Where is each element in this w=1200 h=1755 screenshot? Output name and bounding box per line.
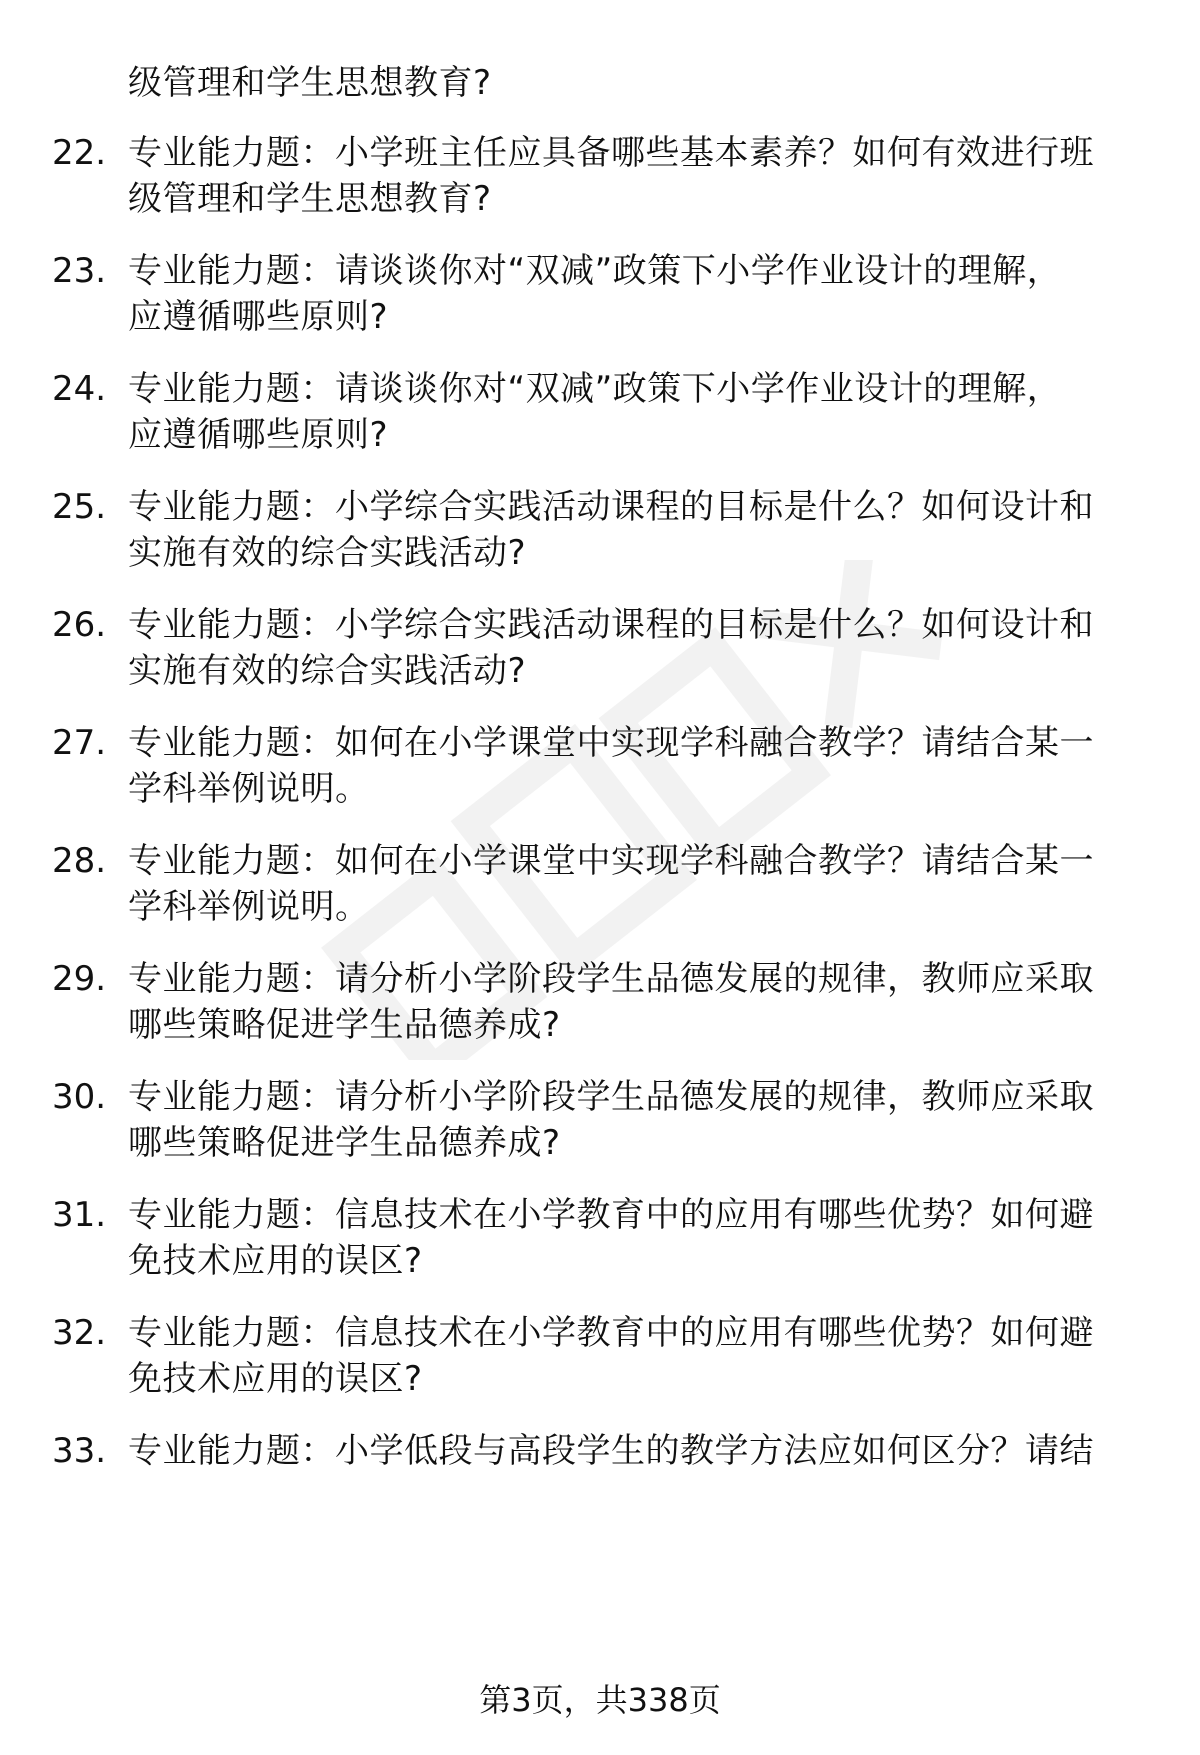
question-number: 33. bbox=[52, 1431, 107, 1471]
question-line: 专业能力题：请谈谈你对“双减”政策下小学作业设计的理解， bbox=[128, 251, 1062, 291]
question-number: 31. bbox=[52, 1195, 107, 1235]
question-line: 专业能力题：信息技术在小学教育中的应用有哪些优势？如何避 bbox=[128, 1313, 1094, 1353]
question-line: 学科举例说明。 bbox=[128, 887, 370, 927]
question-number: 32. bbox=[52, 1313, 107, 1353]
page-footer: 第3页，共338页 bbox=[479, 1681, 721, 1719]
question-number: 26. bbox=[52, 605, 107, 645]
question-line: 应遵循哪些原则? bbox=[128, 415, 389, 455]
question-line: 免技术应用的误区? bbox=[128, 1241, 423, 1281]
question-line: 专业能力题：请谈谈你对“双减”政策下小学作业设计的理解， bbox=[128, 369, 1062, 409]
question-number: 28. bbox=[52, 841, 107, 881]
question-line: 专业能力题：如何在小学课堂中实现学科融合教学？请结合某一 bbox=[128, 841, 1094, 881]
question-line: 专业能力题：请分析小学阶段学生品德发展的规律，教师应采取 bbox=[128, 959, 1094, 999]
question-line: 专业能力题：如何在小学课堂中实现学科融合教学？请结合某一 bbox=[128, 723, 1094, 763]
question-line: 专业能力题：小学低段与高段学生的教学方法应如何区分？请结 bbox=[128, 1431, 1094, 1471]
question-line: 学科举例说明。 bbox=[128, 769, 370, 809]
question-line: 应遵循哪些原则? bbox=[128, 297, 389, 337]
question-line: 专业能力题：小学综合实践活动课程的目标是什么？如何设计和 bbox=[128, 487, 1094, 527]
question-line: 实施有效的综合实践活动? bbox=[128, 651, 527, 691]
question-line: 专业能力题：信息技术在小学教育中的应用有哪些优势？如何避 bbox=[128, 1195, 1094, 1235]
question-number: 23. bbox=[52, 251, 107, 291]
question-number: 29. bbox=[52, 959, 107, 999]
question-number: 27. bbox=[52, 723, 107, 763]
question-number: 25. bbox=[52, 487, 107, 527]
question-number: 22. bbox=[52, 133, 107, 173]
question-line: 哪些策略促进学生品德养成? bbox=[128, 1005, 561, 1045]
question-line: 专业能力题：小学综合实践活动课程的目标是什么？如何设计和 bbox=[128, 605, 1094, 645]
question-number: 24. bbox=[52, 369, 107, 409]
question-number: 30. bbox=[52, 1077, 107, 1117]
continuation-line: 级管理和学生思想教育? bbox=[128, 63, 492, 103]
question-line: 免技术应用的误区? bbox=[128, 1359, 423, 1399]
question-line: 专业能力题：小学班主任应具备哪些基本素养？如何有效进行班 bbox=[128, 133, 1094, 173]
question-line: 专业能力题：请分析小学阶段学生品德发展的规律，教师应采取 bbox=[128, 1077, 1094, 1117]
question-line: 级管理和学生思想教育? bbox=[128, 179, 492, 219]
question-line: 哪些策略促进学生品德养成? bbox=[128, 1123, 561, 1163]
question-line: 实施有效的综合实践活动? bbox=[128, 533, 527, 573]
